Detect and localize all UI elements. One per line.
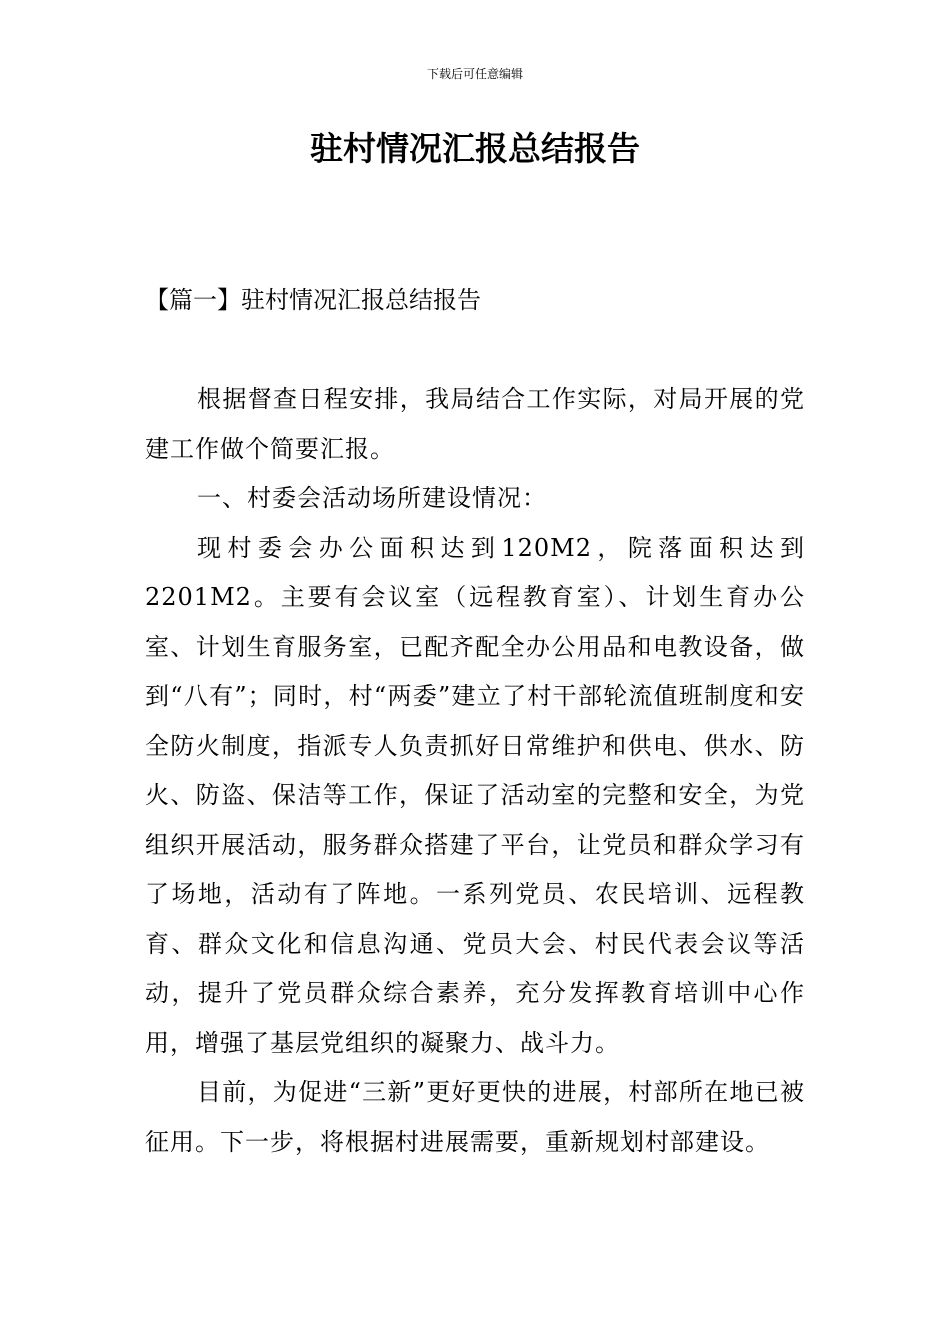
section-heading: 【篇一】驻村情况汇报总结报告 bbox=[145, 286, 481, 314]
document-body bbox=[145, 375, 805, 1167]
document-title: 驻村情况汇报总结报告 bbox=[310, 129, 640, 168]
paragraph-subheading: 一、村委会活动场所建设情况： bbox=[197, 484, 547, 512]
paragraph-intro: 根据督查日程安排，我局结合工作实际，对局开展的党建工作做个简要汇报。 bbox=[145, 385, 805, 463]
paragraph-next-steps: 目前，为促进“三新”更好更快的进展，村部所在地已被征用。下一步，将根据村进展需要，重新规划村部建设。 bbox=[145, 1078, 805, 1156]
page-header-note: 下载后可任意编辑 bbox=[426, 67, 523, 81]
paragraph-facilities: 现村委会办公面积达到120M2，院落面积达到2201M2。主要有会议室（远程教育室）、计划生育办公室、计划生育服务室，已配齐配全办公用品和电教设备，做到“八有”；同时，村“两委”建立了村干部轮流值班制度和安全防火制度，指派专人负责抓好日常维护和供电、供水、防火、防盗、保洁等工作，保证了活动室的完整和安全，为党组织开展活动，服务群众搭建了平台，让党员和群众学习有了场地，活动有了阵地。一系列党员、农民培训、远程教育、群众文化和信息沟通、党员大会、村民代表会议等活动，提升了党员群众综合素养，充分发挥教育培训中心作用，增强了基层党组织的凝聚力、战斗力。 bbox=[145, 533, 805, 1057]
